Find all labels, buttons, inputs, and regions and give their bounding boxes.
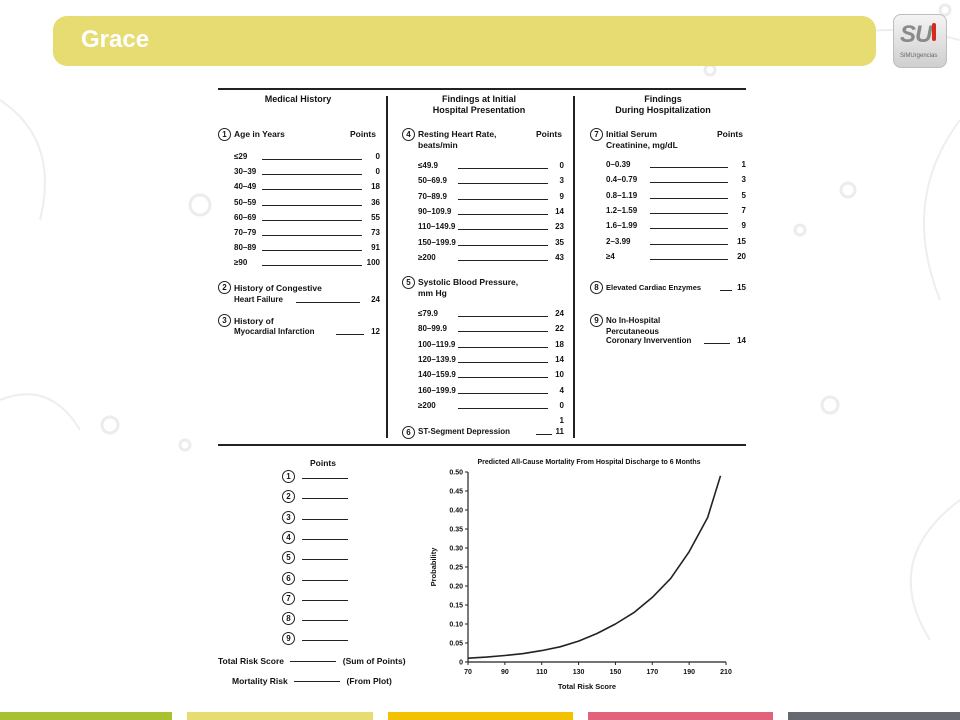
- sbp-row: [418, 401, 564, 413]
- points-header-col3: Points: [717, 129, 743, 139]
- age-range: ≤29: [234, 152, 248, 161]
- footer-stripe-gray: [788, 712, 960, 720]
- age-range: 70–79: [234, 228, 257, 237]
- sbp-title-line1: Systolic Blood Pressure,: [418, 277, 519, 287]
- x-tick-label: 190: [683, 669, 695, 676]
- age-row: [234, 258, 380, 270]
- heart-rate-range: ≥200: [418, 252, 436, 262]
- creatinine-row: [606, 191, 746, 203]
- creatinine-range: 1.6–1.99: [606, 221, 638, 231]
- creatinine-leader-line: [650, 198, 728, 199]
- footer-stripe-yellow: [187, 712, 373, 720]
- chf-row: [234, 295, 380, 307]
- total-risk-score-row: [218, 656, 406, 666]
- creatinine-range: 1.2–1.59: [606, 205, 638, 215]
- sbp-range: 80–99.9: [418, 324, 447, 334]
- item-number-2: 2: [218, 281, 231, 294]
- age-points: 0: [375, 167, 380, 177]
- y-tick-label: 0.40: [449, 507, 463, 515]
- age-range: 40–49: [234, 182, 257, 192]
- y-tick-label: 0.20: [449, 583, 463, 591]
- tally-blank-line[interactable]: [302, 640, 348, 641]
- enzymes-points: 15: [737, 283, 746, 292]
- logo-accent-icon: [932, 23, 936, 41]
- creatinine-points: 9: [741, 221, 746, 231]
- sbp-row: [418, 370, 564, 382]
- item-number-6: 6: [402, 426, 415, 439]
- y-tick-label: 0.50: [449, 469, 463, 477]
- tally-row: [282, 488, 352, 502]
- sbp-points: 10: [555, 370, 564, 380]
- x-tick-label: 210: [720, 669, 732, 676]
- tally-blank-line[interactable]: [302, 580, 348, 581]
- heart-rate-range: 90–109.9: [418, 206, 452, 216]
- pci-row: [606, 336, 746, 348]
- st-points-top: 1: [559, 416, 564, 425]
- creatinine-points: 7: [741, 205, 746, 215]
- creatinine-points: 15: [737, 236, 746, 246]
- heart-rate-leader-line: [458, 229, 548, 230]
- mi-title-line1: History of: [234, 316, 274, 326]
- heart-rate-leader-line: [458, 214, 548, 215]
- creatinine-range: 0.4–0.79: [606, 175, 638, 185]
- x-tick-label: 90: [500, 669, 509, 676]
- creatinine-row: [606, 252, 746, 264]
- item-number-9: 9: [590, 314, 603, 327]
- tally-blank-line[interactable]: [302, 539, 348, 540]
- item-number-4: 4: [402, 128, 415, 141]
- slide-title: Grace: [81, 26, 150, 53]
- tally-item-number: 4: [282, 531, 295, 544]
- heart-rate-leader-line: [458, 199, 548, 200]
- sbp-leader-line: [458, 377, 548, 378]
- heart-rate-title-line1: Resting Heart Rate,: [418, 129, 497, 139]
- age-row: [234, 228, 380, 240]
- mortality-risk-label: Mortality Risk: [232, 676, 288, 686]
- st-title: ST-Segment Depression: [418, 427, 511, 436]
- simurgencias-logo: [893, 14, 947, 68]
- age-range: ≥90: [234, 258, 248, 268]
- pci-title-line1: No In-Hospital: [606, 316, 661, 325]
- tally-row: [282, 590, 352, 604]
- sbp-row: [418, 386, 564, 398]
- x-tick-label: 110: [536, 669, 548, 676]
- creatinine-range: 2–3.99: [606, 236, 631, 246]
- sbp-row: [418, 309, 564, 321]
- heart-rate-range: 70–89.9: [418, 191, 447, 201]
- sbp-range: ≥200: [418, 400, 436, 410]
- footer-stripe-gold: [388, 712, 573, 720]
- sbp-range: 160–199.9: [418, 385, 456, 395]
- y-tick-label: 0.10: [449, 621, 463, 629]
- creatinine-points: 20: [737, 251, 746, 261]
- item-number-1: 1: [218, 128, 231, 141]
- age-points: 73: [371, 228, 380, 237]
- age-row: [234, 243, 380, 255]
- enzymes-row: [606, 283, 746, 295]
- creatinine-row: [606, 206, 746, 218]
- tally-row: [282, 529, 352, 543]
- total-risk-score-note: (Sum of Points): [342, 656, 406, 666]
- sbp-points: 24: [555, 309, 564, 318]
- age-points: 0: [375, 152, 380, 161]
- age-points: 91: [371, 243, 380, 253]
- y-tick-label: 0.30: [449, 545, 463, 553]
- sbp-points: 22: [555, 324, 564, 334]
- title-bar: [53, 16, 876, 66]
- item-number-3: 3: [218, 314, 231, 327]
- sbp-points: 18: [555, 339, 564, 349]
- sbp-row: [418, 340, 564, 352]
- tally-row: [282, 509, 352, 523]
- age-leader-line: [262, 235, 362, 236]
- column-head-hospitalization-findings: Findings During Hospitalization: [615, 94, 711, 115]
- heart-rate-points: 43: [555, 252, 564, 262]
- mortality-chart: [420, 455, 750, 695]
- y-tick-label: 0: [459, 659, 463, 667]
- sbp-leader-line: [458, 393, 548, 394]
- tally-item-number: 2: [282, 490, 295, 503]
- sbp-row: [418, 324, 564, 336]
- age-leader-line: [262, 250, 362, 251]
- creatinine-leader-line: [650, 167, 728, 168]
- age-leader-line: [262, 220, 362, 221]
- pci-points: 14: [737, 336, 746, 345]
- creatinine-title-line2: Creatinine, mg/dL: [606, 140, 678, 150]
- points-header-col2: Points: [536, 129, 562, 139]
- mi-points: 12: [371, 327, 380, 336]
- heart-rate-row: [418, 192, 564, 204]
- creatinine-leader-line: [650, 259, 728, 260]
- age-leader-line: [262, 159, 362, 160]
- chf-points: 24: [371, 295, 380, 304]
- st-row: [418, 427, 564, 439]
- sbp-points: 4: [559, 385, 564, 395]
- middle-rule: [218, 444, 746, 446]
- heart-rate-points: 35: [555, 237, 564, 247]
- column-divider-2: [573, 96, 575, 438]
- age-row: [234, 213, 380, 225]
- heart-rate-points: 14: [555, 206, 564, 216]
- pci-title-line2: Percutaneous: [606, 327, 659, 336]
- chf-title-line1: History of Congestive: [234, 283, 322, 293]
- x-tick-label: 130: [572, 669, 585, 676]
- y-tick-label: 0.05: [449, 640, 463, 648]
- sbp-leader-line: [458, 408, 548, 409]
- y-axis-label: Probability: [429, 547, 438, 587]
- column-head-medical-history: Medical History: [264, 94, 332, 104]
- top-rule: [218, 88, 746, 90]
- heart-rate-range: 50–69.9: [418, 176, 447, 186]
- column-head-initial-findings: Findings at Initial Hospital Presentation: [432, 94, 526, 115]
- heart-rate-row: [418, 222, 564, 234]
- creatinine-row: [606, 221, 746, 233]
- y-tick-label: 0.35: [449, 526, 463, 534]
- age-leader-line: [262, 174, 362, 175]
- age-row: [234, 182, 380, 194]
- total-risk-score-label: Total Risk Score: [218, 656, 284, 666]
- age-points: 100: [366, 258, 380, 268]
- age-range: 60–69: [234, 212, 257, 222]
- st-points: 11: [555, 427, 564, 436]
- y-tick-label: 0.45: [449, 488, 463, 496]
- age-row: [234, 152, 380, 164]
- heart-rate-row: [418, 253, 564, 265]
- tally-row: [282, 610, 352, 624]
- sbp-points: 0: [559, 400, 564, 410]
- creatinine-title-line1: Initial Serum: [606, 129, 658, 139]
- tally-blank-line[interactable]: [302, 559, 348, 560]
- tally-row: [282, 630, 352, 644]
- tally-item-number: 1: [282, 470, 295, 483]
- age-range: 30–39: [234, 167, 257, 177]
- sbp-range: 120–139.9: [418, 354, 456, 364]
- heart-rate-points: 23: [555, 222, 564, 232]
- heart-rate-leader-line: [458, 183, 548, 184]
- tally-item-number: 5: [282, 551, 295, 564]
- sbp-row: [418, 355, 564, 367]
- creatinine-leader-line: [650, 228, 728, 229]
- age-points: 18: [371, 182, 380, 192]
- tally-row: [282, 570, 352, 584]
- x-tick-label: 150: [609, 669, 622, 676]
- sbp-leader-line: [458, 331, 548, 332]
- heart-rate-row: [418, 207, 564, 219]
- creatinine-points: 1: [741, 160, 746, 169]
- age-leader-line: [262, 189, 362, 190]
- heart-rate-row: [418, 161, 564, 173]
- tally-blank-line[interactable]: [302, 498, 348, 499]
- creatinine-leader-line: [650, 244, 728, 245]
- creatinine-leader-line: [650, 182, 728, 183]
- footer-stripe-pink: [588, 712, 773, 720]
- age-leader-line: [262, 205, 362, 206]
- heart-rate-points: 9: [559, 191, 564, 201]
- tally-blank-line[interactable]: [302, 620, 348, 621]
- creatinine-range: 0–0.39: [606, 160, 631, 169]
- tally-row: [282, 549, 352, 563]
- creatinine-row: [606, 175, 746, 187]
- mortality-risk-note: (From Plot): [346, 676, 392, 686]
- heart-rate-leader-line: [458, 260, 548, 261]
- tally-item-number: 7: [282, 592, 295, 605]
- x-tick-label: 170: [646, 669, 659, 676]
- tally-blank-line[interactable]: [302, 519, 348, 520]
- heart-rate-leader-line: [458, 168, 548, 169]
- logo-subtitle: SiMUrgencias: [900, 53, 938, 59]
- heart-rate-range: 150–199.9: [418, 237, 456, 247]
- mortality-curve: [468, 476, 721, 658]
- heart-rate-points: 3: [559, 176, 564, 186]
- logo-mark: SU: [900, 21, 932, 48]
- tally-item-number: 3: [282, 511, 295, 524]
- tally-title: Points: [310, 458, 336, 468]
- tally-row: [282, 468, 352, 482]
- sbp-range: 140–159.9: [418, 370, 456, 380]
- y-tick-label: 0.15: [449, 602, 463, 610]
- mortality-chart-svg: [420, 455, 750, 695]
- tally-item-number: 9: [282, 632, 295, 645]
- age-row: [234, 198, 380, 210]
- age-title: Age in Years: [234, 129, 285, 139]
- mortality-risk-blank: [294, 681, 340, 682]
- heart-rate-points: 0: [559, 161, 564, 170]
- heart-rate-range: ≤49.9: [418, 161, 438, 170]
- total-risk-score-blank: [290, 661, 336, 662]
- mi-title-line2: Myocardial Infarction: [234, 327, 315, 336]
- creatinine-row: [606, 160, 746, 172]
- age-points: 55: [371, 212, 380, 222]
- footer-stripe-green: [0, 712, 172, 720]
- sbp-range: 100–119.9: [418, 339, 456, 349]
- sbp-range: ≤79.9: [418, 309, 438, 318]
- creatinine-points: 3: [741, 175, 746, 185]
- column-divider-1: [386, 96, 388, 438]
- heart-rate-title-line2: beats/min: [418, 140, 458, 150]
- item-number-5: 5: [402, 276, 415, 289]
- age-points: 36: [371, 197, 380, 207]
- item-number-8: 8: [590, 281, 603, 294]
- mortality-risk-row: [232, 676, 392, 686]
- heart-rate-row: [418, 238, 564, 250]
- tally-blank-line[interactable]: [302, 478, 348, 479]
- sbp-leader-line: [458, 347, 548, 348]
- sbp-points: 14: [555, 354, 564, 364]
- heart-rate-leader-line: [458, 245, 548, 246]
- mi-row: [234, 327, 380, 339]
- enzymes-title: Elevated Cardiac Enzymes: [606, 283, 702, 292]
- pci-title-line3: Coronary Invervention: [606, 336, 692, 345]
- chart-title: Predicted All-Cause Mortality From Hospital Discharge to 6 Months: [477, 459, 701, 466]
- sbp-title-line2: mm Hg: [418, 288, 447, 298]
- age-range: 80–89: [234, 243, 257, 253]
- sbp-leader-line: [458, 362, 548, 363]
- creatinine-range: ≥4: [606, 251, 615, 261]
- x-axis-label: Total Risk Score: [557, 682, 617, 691]
- sbp-leader-line: [458, 316, 548, 317]
- y-tick-label: 0.25: [449, 564, 463, 572]
- creatinine-leader-line: [650, 213, 728, 214]
- x-tick-label: 70: [464, 669, 472, 676]
- creatinine-row: [606, 237, 746, 249]
- tally-item-number: 6: [282, 572, 295, 585]
- creatinine-points: 5: [741, 190, 746, 200]
- age-leader-line: [262, 265, 362, 266]
- age-row: [234, 167, 380, 179]
- heart-rate-range: 110–149.9: [418, 222, 456, 232]
- tally-blank-line[interactable]: [302, 600, 348, 601]
- creatinine-range: 0.8–1.19: [606, 190, 638, 200]
- tally-item-number: 8: [282, 612, 295, 625]
- age-range: 50–59: [234, 197, 257, 207]
- heart-rate-row: [418, 176, 564, 188]
- points-header-col1: Points: [350, 129, 376, 139]
- item-number-7: 7: [590, 128, 603, 141]
- chf-title-line2: Heart Failure: [234, 295, 283, 304]
